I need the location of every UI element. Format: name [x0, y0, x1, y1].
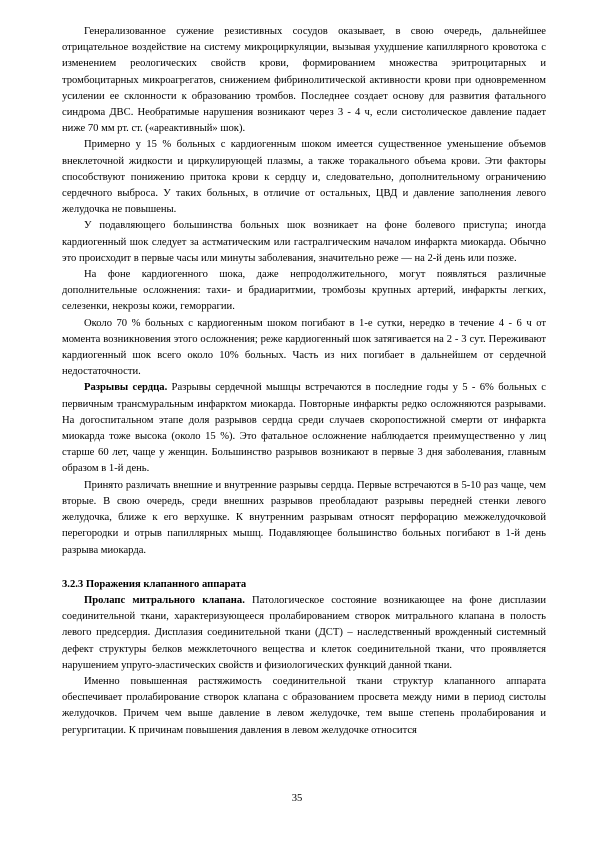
term-mitral-prolapse: Пролапс митрального клапана.: [84, 594, 245, 606]
paragraph-7: Принято различать внешние и внутренние разрывы сердца. Первые встречаются в 5-10 раз чаще, чем вторые. В свою очередь, среди внешних разрывов преобладают разрывы передней стенки левого желудочка, ближе к его верхушке. К внутренним разрывам относят перфорацию межжелудочковой перегородки и отрыв папиллярных мышц. Подавляющее большинство больных погибают в 1-й день разрыва миокарда.: [62, 479, 546, 556]
paragraph-9: Именно повышенная растяжимость соединительной ткани структур клапанного аппарата обеспечивает пролабирование створок клапана с образованием просвета между ними в период систолы желудочков. Причем чем выше давление в левом желудочке, тем выше степень пролабирования и регургитации. К причинам повышения давления в левом желудочке относится: [62, 675, 546, 736]
paragraph-1: Генерализованное сужение резистивных сосудов оказывает, в свою очередь, дальнейшее отрицательное воздействие на систему микроциркуляции, вызывая ухудшение капиллярного кровотока с изменением реологических свойств крови, формированием множества эритроцитарных и тромбоцитарных микроагрегатов, снижением фибринолитической активности крови при одновременном усилении ее склонности к образованию тромбов. Последнее создает основу для развития фатального синдрома ДВС. Необратимые нарушения возникают через 3 - 4 ч, если систолическое давление падает ниже 70 мм рт. ст. («ареактивный» шок).: [62, 26, 546, 135]
section-heading: 3.2.3 Поражения клапанного аппарата: [62, 578, 247, 590]
paragraph-5: Около 70 % больных с кардиогенным шоком погибают в 1-е сутки, нередко в течение 4 - 6 ч от момента возникновения этого осложнения; реже кардиогенный шок затягивается на 2 - 3 сут. Переживают кардиогенный шок всего около 10% больных. Часть из них погибает в дальнейшем от сердечной недостаточности.: [62, 317, 546, 378]
term-heart-rupture: Разрывы сердца.: [84, 382, 168, 394]
paragraph-3: У подавляющего большинства больных шок возникает на фоне болевого приступа; иногда кардиогенный шок следует за астматическим или гастралгическим началом инфаркта миокарда. Обычно это происходит в первые часы или минуты заболевания, значительно реже — на 2-й день или позже.: [62, 220, 546, 264]
paragraph-6: [62, 380, 546, 477]
paragraph-4: На фоне кардиогенного шока, даже непродолжительного, могут появляться различные дополнительные осложнения: тахи- и брадиаритмии, тромбозы крупных артерий, инфаркты легких, селезенки, некрозы кожи, геморрагии.: [62, 269, 546, 313]
paragraph-8: [62, 593, 546, 674]
paragraph-6-text: Разрывы сердечной мышцы встречаются в последние годы у 5 - 6% больных с первичным трансмуральным инфарктом миокарда. Повторные инфаркты редко осложняются разрывами. На догоспитальном этапе доля разрывов сердца среди случаев скоропостижной смерти от инфаркта миокарда тоже высока (около 15 %). Это фатальное осложнение наблюдается преимущественно у лиц старше 60 лет, чаще у женщин. Большинство разрывов возникают в первые 3 дня заболевания, главным образом в 1-й день.: [62, 382, 546, 475]
paragraph-2: Примерно у 15 % больных с кардиогенным шоком имеется существенное уменьшение объемов внеклеточной жидкости и циркулирующей плазмы, а также торакального объема крови. Эти факторы способствуют понижению притока крови к сердцу и, следовательно, дополнительному ограничению сердечного выброса. У таких больных, в отличие от остальных, ЦВД и давление заполнения левого желудочка не повышены.: [62, 139, 546, 216]
document-page: [62, 24, 546, 739]
page-number: 35: [291, 793, 303, 804]
paragraph-8-text: Патологическое состояние возникающее на фоне дисплазии соединительной ткани, характеризующееся пролабированием створок митрального клапана в полость левого предсердия. Дисплазия соединительной ткани (ДСТ) – наследственный врожденный системный дефект структуры белков межклеточного вещества и клеток соединительной ткани, что проявляется нарушением упруго-эластических свойств и физиологических функций данной ткани.: [62, 594, 546, 671]
